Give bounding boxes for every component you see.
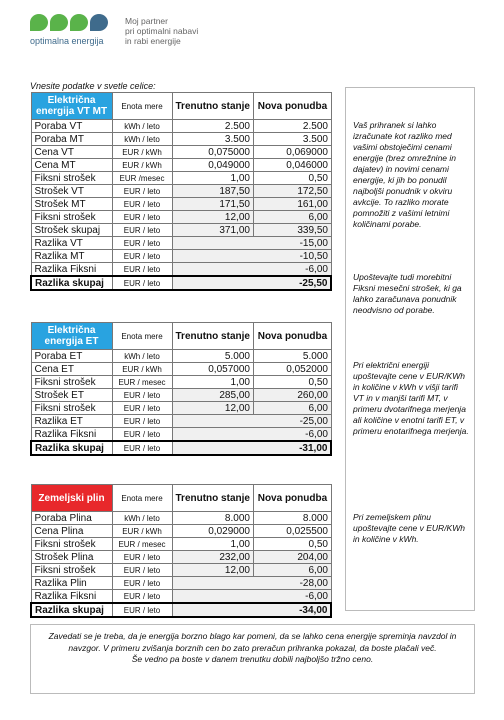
difference-label: Razlika MT xyxy=(31,250,112,263)
row-unit: EUR / leto xyxy=(112,185,172,198)
electricity-vt-mt-table xyxy=(30,92,332,291)
offer-value-cell[interactable]: 0,50 xyxy=(253,172,331,185)
row-unit: EUR / kWh xyxy=(112,159,172,172)
current-value-cell[interactable]: 0,029000 xyxy=(172,525,253,538)
difference-value: -6,00 xyxy=(172,263,331,277)
table-row xyxy=(31,159,331,172)
row-label: Cena ET xyxy=(31,363,112,376)
total-label: Razlika skupaj xyxy=(31,603,112,617)
total-value: -31,00 xyxy=(172,441,331,455)
row-label: Fiksni strošek xyxy=(31,376,112,389)
offer-value-cell[interactable]: 0,069000 xyxy=(253,146,331,159)
offer-value-cell[interactable]: 3.500 xyxy=(253,133,331,146)
row-unit: EUR / leto xyxy=(112,211,172,224)
offer-value-cell[interactable]: 0,046000 xyxy=(253,159,331,172)
table-header-row xyxy=(31,93,331,120)
current-value-cell[interactable]: 1,00 xyxy=(172,538,253,551)
row-unit: kWh / leto xyxy=(112,350,172,363)
current-value-cell[interactable]: 0,057000 xyxy=(172,363,253,376)
row-unit: EUR / leto xyxy=(112,198,172,211)
difference-unit: EUR / leto xyxy=(112,250,172,263)
offer-value-cell: 161,00 xyxy=(253,198,331,211)
natural-gas-table xyxy=(30,484,332,618)
current-value-cell[interactable]: 3.500 xyxy=(172,133,253,146)
difference-value: -6,00 xyxy=(172,428,331,442)
row-label: Fiksni strošek xyxy=(31,172,112,185)
current-value-cell: 371,00 xyxy=(172,224,253,237)
row-label: Fiksni strošek xyxy=(31,538,112,551)
row-label: Strošek ET xyxy=(31,389,112,402)
section-title: Električna energija VT MT xyxy=(31,93,112,120)
row-label: Fiksni strošek xyxy=(31,564,112,577)
current-value-cell[interactable]: 0,049000 xyxy=(172,159,253,172)
difference-row xyxy=(31,263,331,277)
difference-unit: EUR / leto xyxy=(112,415,172,428)
current-value-cell[interactable]: 8.000 xyxy=(172,512,253,525)
current-column-header: Trenutno stanje xyxy=(172,323,253,350)
table-header-row xyxy=(31,485,331,512)
table-row xyxy=(31,551,331,564)
table-row xyxy=(31,185,331,198)
table-header-row xyxy=(31,323,331,350)
logo-drop-1 xyxy=(30,14,48,31)
table-row xyxy=(31,525,331,538)
offer-column-header: Nova ponudba xyxy=(253,93,331,120)
total-unit: EUR / leto xyxy=(112,276,172,290)
table-row xyxy=(31,363,331,376)
offer-value-cell[interactable]: 0,025500 xyxy=(253,525,331,538)
difference-value: -25,00 xyxy=(172,415,331,428)
difference-value: -15,00 xyxy=(172,237,331,250)
difference-value: -6,00 xyxy=(172,590,331,604)
table-row xyxy=(31,376,331,389)
row-label: Poraba ET xyxy=(31,350,112,363)
offer-value-cell: 6,00 xyxy=(253,402,331,415)
note-fixed-cost: Upoštevajte tudi morebitni Fiksni mesečni strošek, ki ga lahko zaračunava ponudnik neodvisno od porabe. xyxy=(353,272,462,315)
row-unit: kWh / leto xyxy=(112,133,172,146)
difference-label: Razlika Plin xyxy=(31,577,112,590)
difference-label: Razlika VT xyxy=(31,237,112,250)
row-label: Strošek skupaj xyxy=(31,224,112,237)
current-value-cell[interactable]: 0,075000 xyxy=(172,146,253,159)
current-value-cell: 187,50 xyxy=(172,185,253,198)
table-row xyxy=(31,402,331,415)
difference-value: -10,50 xyxy=(172,250,331,263)
offer-value-cell[interactable]: 0,052000 xyxy=(253,363,331,376)
table-row xyxy=(31,389,331,402)
table-row xyxy=(31,564,331,577)
row-label: Strošek VT xyxy=(31,185,112,198)
total-difference-row xyxy=(31,441,331,455)
current-column-header: Trenutno stanje xyxy=(172,93,253,120)
offer-value-cell: 260,00 xyxy=(253,389,331,402)
logo-drop-2 xyxy=(50,14,68,31)
row-unit: EUR / leto xyxy=(112,389,172,402)
unit-column-header: Enota mere xyxy=(112,323,172,350)
total-difference-row xyxy=(31,276,331,290)
offer-value-cell[interactable]: 0,50 xyxy=(253,376,331,389)
offer-value-cell[interactable]: 2.500 xyxy=(253,120,331,133)
total-difference-row xyxy=(31,603,331,617)
difference-label: Razlika Fiksni xyxy=(31,428,112,442)
row-unit: EUR / mesec xyxy=(112,376,172,389)
row-unit: EUR / leto xyxy=(112,224,172,237)
row-unit: kWh / leto xyxy=(112,120,172,133)
difference-row xyxy=(31,237,331,250)
offer-value-cell[interactable]: 5.000 xyxy=(253,350,331,363)
current-value-cell: 12,00 xyxy=(172,402,253,415)
offer-value-cell: 172,50 xyxy=(253,185,331,198)
unit-column-header: Enota mere xyxy=(112,93,172,120)
row-label: Strošek Plina xyxy=(31,551,112,564)
logo-brand: optimalna energija xyxy=(30,36,104,46)
difference-row xyxy=(31,250,331,263)
difference-unit: EUR / leto xyxy=(112,428,172,442)
offer-value-cell[interactable]: 0,50 xyxy=(253,538,331,551)
total-label: Razlika skupaj xyxy=(31,276,112,290)
row-label: Fiksni strošek xyxy=(31,402,112,415)
difference-unit: EUR / leto xyxy=(112,590,172,604)
row-label: Poraba MT xyxy=(31,133,112,146)
current-value-cell: 285,00 xyxy=(172,389,253,402)
note-gas: Pri zemeljskem plinu upoštevajte cene v EUR/KWh in količine v kWh. xyxy=(353,512,465,544)
current-value-cell[interactable]: 5.000 xyxy=(172,350,253,363)
difference-value: -28,00 xyxy=(172,577,331,590)
current-value-cell[interactable]: 1,00 xyxy=(172,172,253,185)
company-logo xyxy=(30,14,330,64)
current-value-cell: 12,00 xyxy=(172,564,253,577)
notes-panel xyxy=(345,87,475,611)
offer-value-cell: 204,00 xyxy=(253,551,331,564)
electricity-et-table xyxy=(30,322,332,456)
row-label: Fiksni strošek xyxy=(31,211,112,224)
difference-label: Razlika ET xyxy=(31,415,112,428)
row-label: Cena MT xyxy=(31,159,112,172)
offer-value-cell: 6,00 xyxy=(253,211,331,224)
logo-tagline: Moj partner pri optimalni nabavi in rabi energije xyxy=(125,16,199,46)
table-row xyxy=(31,211,331,224)
current-value-cell[interactable]: 1,00 xyxy=(172,376,253,389)
difference-row xyxy=(31,415,331,428)
difference-unit: EUR / leto xyxy=(112,237,172,250)
table-row xyxy=(31,350,331,363)
row-label: Cena Plina xyxy=(31,525,112,538)
section-title: Električna energija ET xyxy=(31,323,112,350)
difference-row xyxy=(31,590,331,604)
footer-paragraph-2: Še vedno pa boste v danem trenutku dobili najboljšo tržno ceno. xyxy=(131,654,374,664)
offer-value-cell: 339,50 xyxy=(253,224,331,237)
unit-column-header: Enota mere xyxy=(112,485,172,512)
current-column-header: Trenutno stanje xyxy=(172,485,253,512)
table-row xyxy=(31,172,331,185)
offer-column-header: Nova ponudba xyxy=(253,323,331,350)
table-row xyxy=(31,120,331,133)
difference-unit: EUR / leto xyxy=(112,577,172,590)
input-instruction: Vnesite podatke v svetle celice: xyxy=(30,81,156,91)
table-row xyxy=(31,146,331,159)
row-label: Poraba Plina xyxy=(31,512,112,525)
difference-row xyxy=(31,577,331,590)
table-row xyxy=(31,133,331,146)
total-value: -25,50 xyxy=(172,276,331,290)
section-title: Zemeljski plin xyxy=(31,485,112,512)
offer-value-cell[interactable]: 8.000 xyxy=(253,512,331,525)
footer-paragraph-1: Zavedati se je treba, da je energija borzno blago kar pomeni, da se lahko cena energije spreminja navzdol in navzgor. V primeru zvišanja borznih cen bo zato preračun prihranka pokazal, da boste plačali več. xyxy=(48,631,457,653)
current-value-cell[interactable]: 2.500 xyxy=(172,120,253,133)
row-unit: EUR / kWh xyxy=(112,525,172,538)
total-label: Razlika skupaj xyxy=(31,441,112,455)
difference-row xyxy=(31,428,331,442)
row-label: Cena VT xyxy=(31,146,112,159)
current-value-cell: 12,00 xyxy=(172,211,253,224)
row-unit: EUR /mesec xyxy=(112,172,172,185)
total-value: -34,00 xyxy=(172,603,331,617)
row-label: Poraba VT xyxy=(31,120,112,133)
total-unit: EUR / leto xyxy=(112,441,172,455)
total-unit: EUR / leto xyxy=(112,603,172,617)
current-value-cell: 171,50 xyxy=(172,198,253,211)
offer-value-cell: 6,00 xyxy=(253,564,331,577)
difference-label: Razlika Fiksni xyxy=(31,590,112,604)
row-unit: kWh / leto xyxy=(112,512,172,525)
logo-drop-3 xyxy=(70,14,88,31)
row-label: Strošek MT xyxy=(31,198,112,211)
logo-drop-4 xyxy=(90,14,108,31)
note-savings: Vaš prihranek si lahko izračunate kot razliko med vašimi obstoječimi cenami energije (brez omrežnine in dajatev) in novimi cenami energije, ki jih bo ponudil najboljši ponudnik v okviru avkcije. To razliko morate pomnožiti z vašimi letnimi količinami porabe. xyxy=(353,120,456,229)
table-row xyxy=(31,224,331,237)
difference-unit: EUR / leto xyxy=(112,263,172,277)
row-unit: EUR / leto xyxy=(112,402,172,415)
table-row xyxy=(31,198,331,211)
row-unit: EUR / leto xyxy=(112,564,172,577)
row-unit: EUR / mesec xyxy=(112,538,172,551)
table-row xyxy=(31,512,331,525)
row-unit: EUR / kWh xyxy=(112,363,172,376)
table-row xyxy=(31,538,331,551)
row-unit: EUR / leto xyxy=(112,551,172,564)
difference-label: Razlika Fiksni xyxy=(31,263,112,277)
row-unit: EUR / kWh xyxy=(112,146,172,159)
offer-column-header: Nova ponudba xyxy=(253,485,331,512)
note-electricity: Pri električni energiji upoštevajte cene v EUR/KWh in količine v kWh v višji tarifi VT in v manjši tarifi MT, v primeru dvotarifnega merjenja ali količine v enotni tarifi ET, v primeru enotarifnega merjenja. xyxy=(353,360,469,436)
current-value-cell: 232,00 xyxy=(172,551,253,564)
footer-note xyxy=(30,624,475,694)
